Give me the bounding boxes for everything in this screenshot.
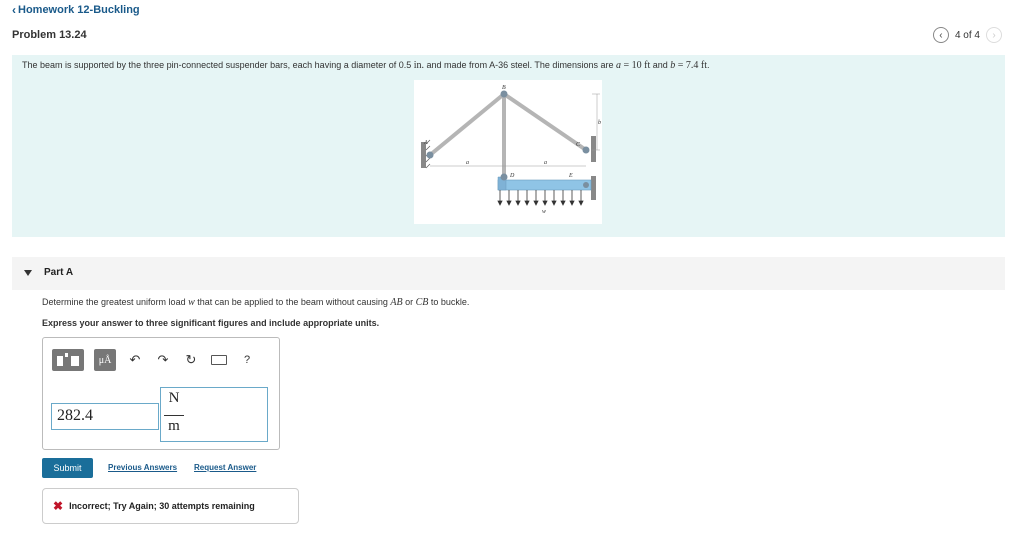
chevron-left-icon: ‹: [939, 29, 943, 41]
label-dim-a2: a: [544, 160, 547, 166]
problem-text: The beam is supported by the three pin-connected suspender bars, each having a diameter of 0.5 in. and made from A-36 steel. The dimensions are a = 10 ft and b = 7.4 ft.: [22, 60, 710, 71]
wall-e: [591, 176, 596, 200]
part-a-header[interactable]: [12, 257, 1005, 290]
fraction-bar: [164, 415, 184, 416]
label-load-w: w: [542, 209, 547, 215]
load-arrows: [498, 190, 583, 205]
chevron-left-icon: ‹: [12, 3, 16, 17]
unit-denominator: m: [168, 418, 180, 434]
feedback-box: [42, 488, 299, 524]
label-dim-a1: a: [466, 160, 469, 166]
templates-button[interactable]: [52, 349, 84, 371]
pin-b: [501, 91, 508, 98]
beam: [498, 180, 591, 190]
collapse-triangle-icon: [24, 270, 32, 276]
problem-statement: [12, 55, 1005, 237]
bar-cb: [504, 94, 586, 150]
part-a-label: Part A: [44, 267, 74, 278]
problem-figure: [414, 80, 602, 224]
beam-diagram: [414, 80, 602, 224]
pin-d: [501, 174, 508, 181]
submit-button[interactable]: Submit: [42, 458, 93, 478]
question-text: Determine the greatest uniform load w that can be applied to the beam without causing AB or CB to buckle.: [42, 297, 470, 308]
redo-icon[interactable]: ↷: [157, 352, 169, 367]
pin-a: [427, 152, 434, 159]
answer-unit-input[interactable]: [160, 387, 268, 442]
prev-problem-button[interactable]: [933, 27, 949, 43]
label-b-point: B: [502, 85, 506, 91]
next-problem-button[interactable]: [986, 27, 1002, 43]
label-c-point: C: [576, 142, 581, 148]
back-link[interactable]: [12, 3, 140, 17]
label-e-point: E: [569, 173, 573, 179]
wall-c: [591, 136, 596, 162]
x-icon: ✖: [53, 499, 64, 513]
reset-icon[interactable]: ↻: [185, 352, 197, 367]
bar-ab: [430, 94, 504, 155]
label-a-point: A: [424, 140, 428, 146]
feedback-text: Incorrect; Try Again; 30 attempts remaining: [69, 501, 255, 511]
label-d-point: D: [510, 173, 515, 179]
units-button[interactable]: μÅ: [94, 349, 116, 371]
math-toolbar: [52, 349, 256, 371]
undo-icon[interactable]: ↶: [129, 352, 141, 367]
help-button[interactable]: ?: [243, 354, 251, 366]
instruction-text: Express your answer to three significant figures and include appropriate units.: [42, 318, 380, 328]
answer-editor: [42, 337, 280, 450]
previous-answers-link[interactable]: Previous Answers: [108, 463, 178, 472]
problem-title: Problem 13.24: [12, 29, 87, 41]
label-dim-b: b: [598, 120, 601, 126]
pin-c: [583, 147, 590, 154]
pager-text: 4 of 4: [954, 29, 980, 41]
pin-e: [583, 182, 589, 188]
keyboard-icon[interactable]: [210, 351, 228, 369]
back-link-label: Homework 12-Buckling: [18, 4, 140, 16]
request-answer-link[interactable]: Request Answer: [194, 463, 257, 472]
unit-numerator: N: [168, 390, 180, 406]
answer-value-input[interactable]: 282.4: [51, 403, 159, 430]
pager: [933, 27, 1002, 43]
chevron-right-icon: ›: [992, 29, 996, 41]
